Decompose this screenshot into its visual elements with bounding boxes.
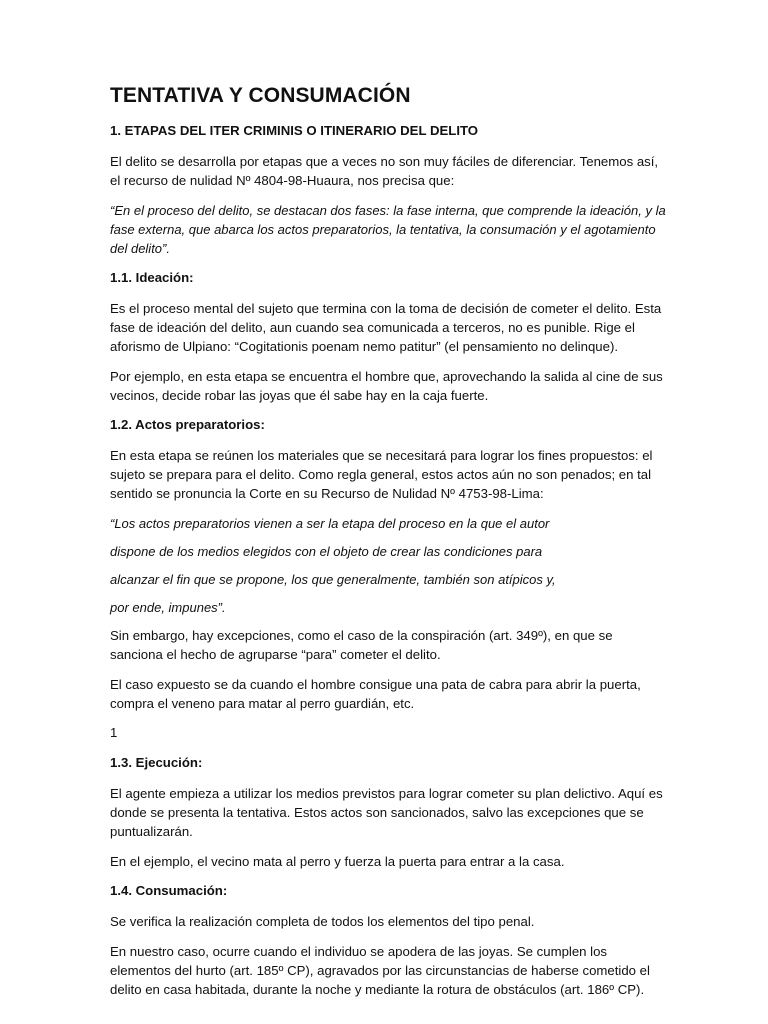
actos-preparatorios-paragraph-3: El caso expuesto se da cuando el hombre consigue una pata de cabra para abrir la puerta, compra el veneno para matar al perro guardián, etc. — [110, 677, 641, 711]
actos-preparatorios-quote-line-3: alcanzar el fin que se propone, los que generalmente, también son atípicos y, — [110, 572, 556, 587]
section-heading-consumacion: 1.4. Consumación: — [110, 883, 228, 898]
ideacion-paragraph-2: Por ejemplo, en esta etapa se encuentra el hombre que, aprovechando la salida al cine de sus vecinos, decide robar las joyas que él sabe hay en la caja fuerte. — [110, 369, 663, 403]
page-number: 1 — [110, 725, 118, 740]
actos-preparatorios-paragraph-2: Sin embargo, hay excepciones, como el caso de la conspiración (art. 349º), en que se sanciona el hecho de agruparse “para” cometer el delito. — [110, 628, 613, 662]
intro-quote: “En el proceso del delito, se destacan dos fases: la fase interna, que comprende la ideación, y la fase externa, que abarca los actos preparatorios, la tentativa, la consumación y el agotamiento del delito”. — [110, 203, 666, 256]
document-title: TENTATIVA Y CONSUMACIÓN — [110, 84, 411, 107]
section-heading-ideacion: 1.1. Ideación: — [110, 270, 194, 285]
actos-preparatorios-paragraph-1: En esta etapa se reúnen los materiales que se necesitará para lograr los fines propuestos: el sujeto se prepara para el delito. Como regla general, estos actos aún no son penados; en tal sentido se pronuncia la Corte en su Recurso de Nulidad Nº 4753-98-Lima: — [110, 448, 653, 501]
section-heading-actos-preparatorios: 1.2. Actos preparatorios: — [110, 417, 265, 432]
section-heading-ejecucion: 1.3. Ejecución: — [110, 755, 203, 770]
section-heading-etapas: 1. ETAPAS DEL ITER CRIMINIS O ITINERARIO DEL DELITO — [110, 123, 479, 138]
actos-preparatorios-quote-line-2: dispone de los medios elegidos con el objeto de crear las condiciones para — [110, 544, 543, 559]
actos-preparatorios-quote-line-1: “Los actos preparatorios vienen a ser la etapa del proceso en la que el autor — [110, 516, 550, 531]
intro-paragraph: El delito se desarrolla por etapas que a veces no son muy fáciles de diferenciar. Tenemos así, el recurso de nulidad Nº 4804-98-Huaura, nos precisa que: — [110, 154, 659, 188]
ejecucion-paragraph-1: El agente empieza a utilizar los medios previstos para lograr cometer su plan delictivo. Aquí es donde se presenta la tentativa. Estos actos son sancionados, salvo las excepciones que se puntualizarán. — [110, 786, 663, 839]
ejecucion-paragraph-2: En el ejemplo, el vecino mata al perro y fuerza la puerta para entrar a la casa. — [110, 854, 565, 869]
consumacion-paragraph-2: En nuestro caso, ocurre cuando el individuo se apodera de las joyas. Se cumplen los elementos del hurto (art. 185º CP), agravados por las circunstancias de haberse cometido el delito en casa habitada, durante la noche y mediante la rotura de obstáculos (art. 186º CP). — [110, 944, 650, 997]
consumacion-paragraph-1: Se verifica la realización completa de todos los elementos del tipo penal. — [110, 914, 535, 929]
ideacion-paragraph-1: Es el proceso mental del sujeto que termina con la toma de decisión de cometer el delito. Esta fase de ideación del delito, aun cuando sea comunicada a terceros, no es punible. Rige el aforismo de Ulpiano: “Cogitationis poenam nemo patitur” (el pensamiento no delinque). — [110, 301, 662, 354]
actos-preparatorios-quote-line-4: por ende, impunes”. — [110, 600, 226, 615]
